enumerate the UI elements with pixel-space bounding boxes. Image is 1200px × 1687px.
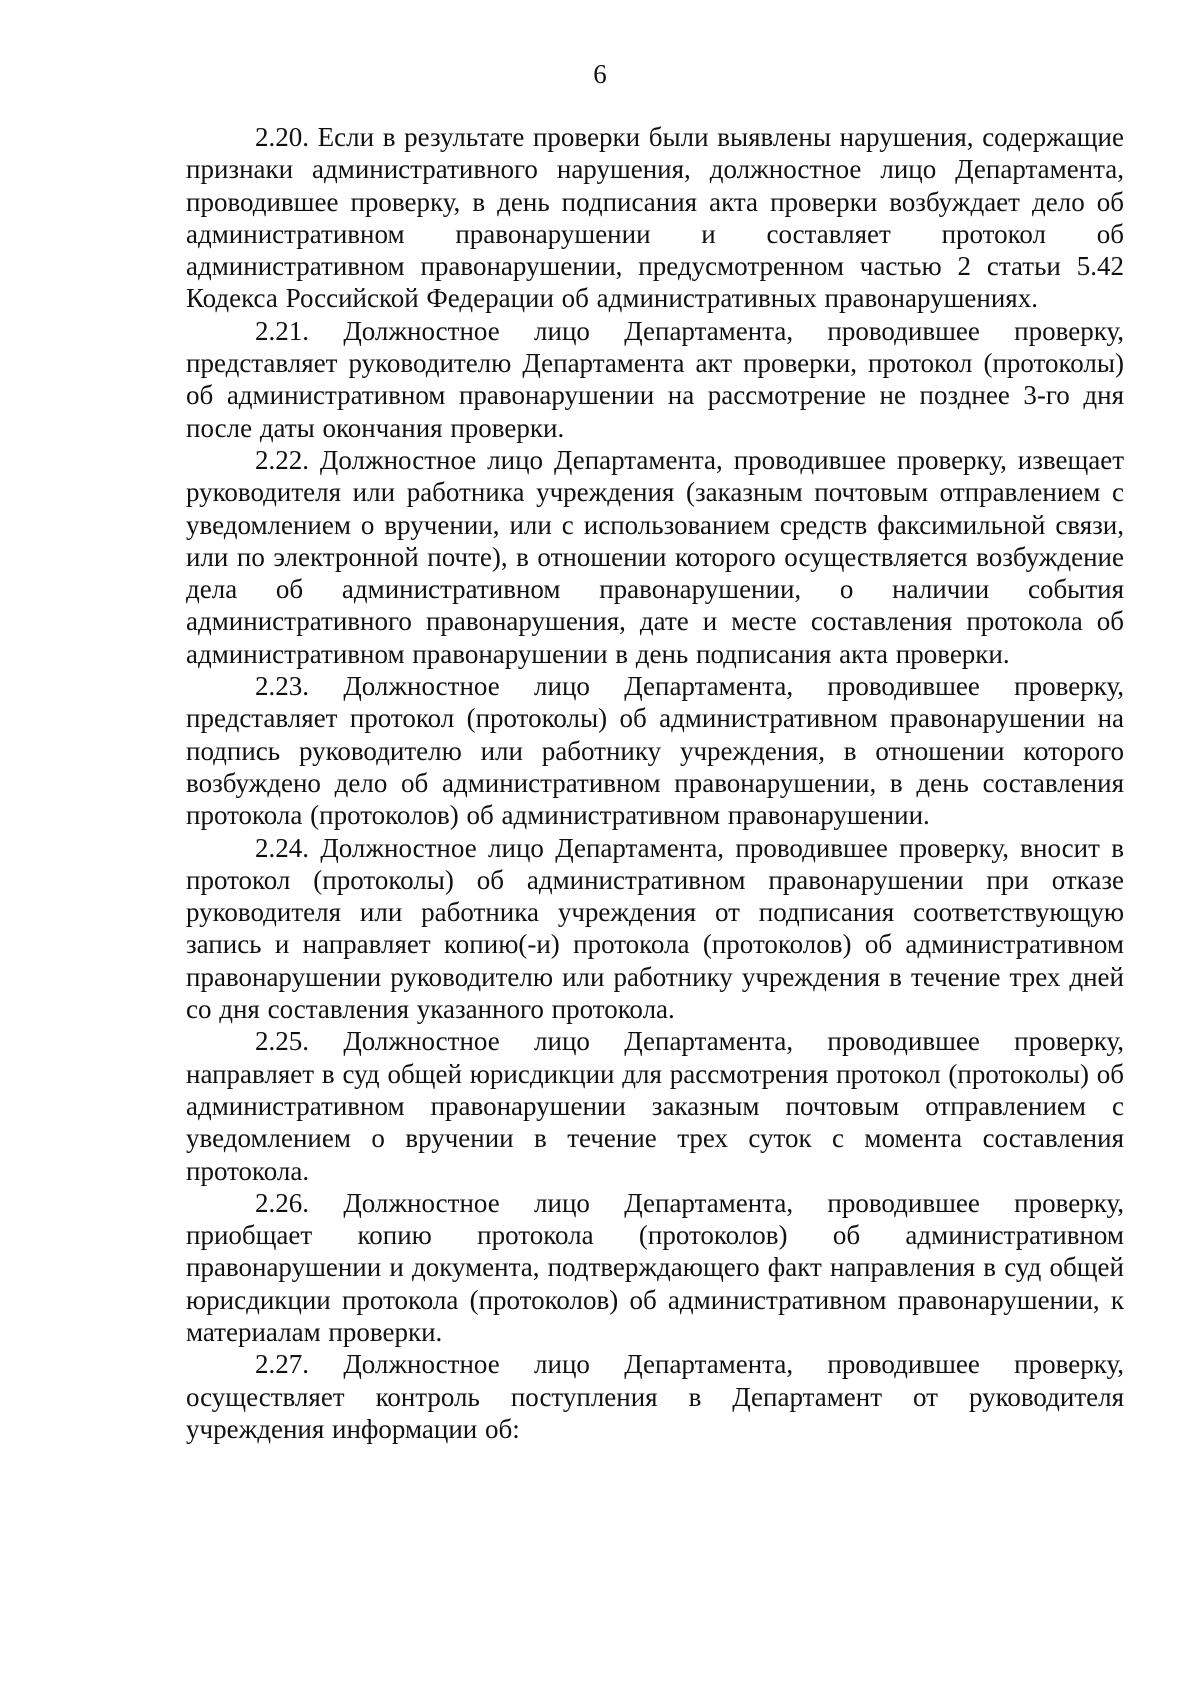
paragraph-2-23: 2.23. Должностное лицо Департамента, проводившее проверку, представляет протокол (протоколы) об административном правонарушении на подпись руководителю или работнику учреждения, в отношении которого возбуждено дело об административном правонарушении, в день составления протокола (протоколов) об административном правонарушении. [186, 671, 1124, 831]
paragraph-2-25: 2.25. Должностное лицо Департамента, проводившее проверку, направляет в суд общей юрисдикции для рассмотрения протокол (протоколы) об административном правонарушении заказным почтовым отправлением с уведомлением о вручении в течение трех суток с момента составления протокола. [186, 1026, 1124, 1186]
paragraph-2-27: 2.27. Должностное лицо Департамента, проводившее проверку, осуществляет контроль поступления в Департамент от руководителя учреждения информации об: [186, 1349, 1124, 1444]
paragraph-2-26: 2.26. Должностное лицо Департамента, проводившее проверку, приобщает копию протокола (протоколов) об административном правонарушении и документа, подтверждающего факт направления в суд общей юрисдикции протокола (протоколов) об административном правонарушении, к материалам проверки. [186, 1187, 1124, 1347]
document-body [186, 121, 1124, 1445]
paragraph-2-24: 2.24. Должностное лицо Департамента, проводившее проверку, вносит в протокол (протоколы) об административном правонарушении при отказе руководителя или работника учреждения от подписания соответствующую запись и направляет копию(-и) протокола (протоколов) об административном правонарушении руководителю или работнику учреждения в течение трех дней со дня составления указанного протокола. [186, 832, 1124, 1025]
paragraph-2-22: 2.22. Должностное лицо Департамента, проводившее проверку, извещает руководителя или работника учреждения (заказным почтовым отправлением с уведомлением о вручении, или с использованием средств факсимильной связи, или по электронной почте), в отношении которого осуществляется возбуждение дела об административном правонарушении, о наличии события административного правонарушения, дате и месте составления протокола об административном правонарушении в день подписания акта проверки. [186, 444, 1124, 669]
paragraph-2-21: 2.21. Должностное лицо Департамента, проводившее проверку, представляет руководителю Департамента акт проверки, протокол (протоколы) об административном правонарушении на рассмотрение не позднее 3-го дня после даты окончания проверки. [186, 315, 1124, 443]
page-number: 6 [593, 59, 607, 89]
paragraph-2-20: 2.20. Если в результате проверки были выявлены нарушения, содержащие признаки административного нарушения, должностное лицо Департамента, проводившее проверку, в день подписания акта проверки возбуждает дело об административном правонарушении и составляет протокол об административном правонарушении, предусмотренном частью 2 статьи 5.42 Кодекса Российской Федерации об административных правонарушениях. [186, 122, 1124, 314]
